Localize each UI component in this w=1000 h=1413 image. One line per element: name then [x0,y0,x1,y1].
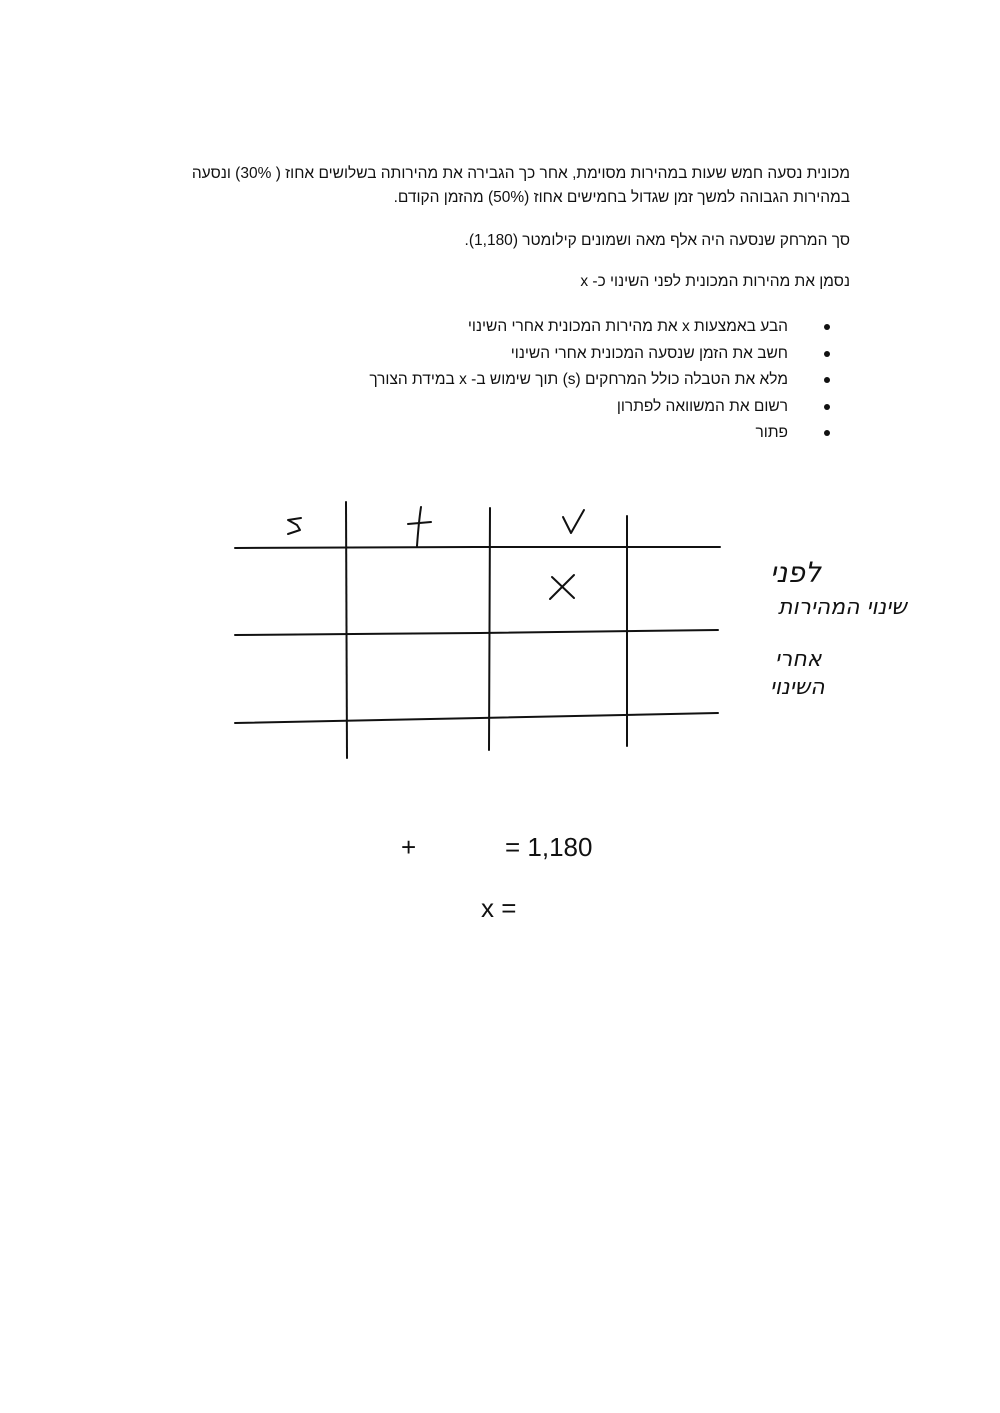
header-s-glyph [288,518,301,534]
header-t-glyph [408,507,431,546]
row-label-2-line2: השינוי [770,675,825,700]
row-label-2-line1: אחרי [775,647,822,672]
problem-paragraph-3: נסמן את מהירות המכונית לפני השינוי כ- x [580,273,850,290]
row-label-1-line2: שינוי המהירות [778,595,907,620]
header-v-glyph [563,510,584,533]
task-text: רשום את המשוואה לפתרון [616,397,788,415]
table-line-col-2 [489,508,490,750]
equation-rhs: = 1,180 [505,832,593,862]
cell-x-glyph [550,575,574,599]
equation-plus: + [401,832,417,862]
table-line-bottom [235,713,718,723]
table-line-top [235,547,720,548]
task-text: פתור [755,424,788,441]
task-text: הבע באמצעות x את מהירות המכונית אחרי השינוי [467,318,788,335]
solution-line: x = [481,893,517,923]
task-text: חשב את הזמן שנסעה המכונית אחרי השינוי [510,344,788,362]
table-line-col-1 [346,502,347,758]
row-label-1-line1: לפני [770,556,821,589]
problem-paragraph-1: מכונית נסעה חמש שעות במהירות מסוימת, אחר כך הגבירה את מהירותה בשלושים אחוז ( 30%) ונסעה במהירות הגבוהה למשך זמן שגדול בחמישים אחוז (50%) מהזמן הקודם. [191,165,850,206]
problem-paragraph-2: סך המרחק שנסעה היה אלף מאה ושמונים קילומטר (1,180). [464,232,850,249]
task-text: מלא את הטבלה כולל המרחקים (s) תוך שימוש ב- x במידת הצורך [369,371,788,388]
table-line-middle [235,630,718,635]
